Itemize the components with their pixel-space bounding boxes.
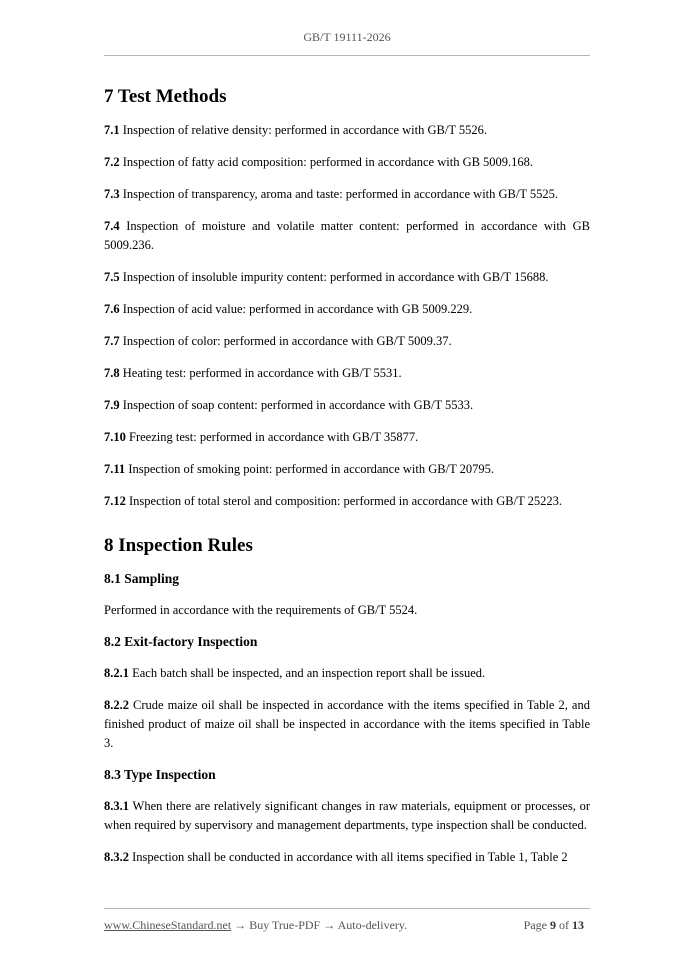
clause-number: 7.1 (104, 123, 120, 137)
section-heading-8: 8 Inspection Rules (104, 535, 253, 556)
page-of: of (556, 918, 572, 932)
clause-text: Inspection of relative density: performed in accordance with GB/T 5526. (119, 123, 487, 137)
clause-text: Inspection of total sterol and composition: performed in accordance with GB/T 25223. (125, 494, 562, 508)
section-heading-7: 7 Test Methods (104, 86, 227, 107)
running-header: GB/T 19111-2026 (303, 30, 391, 44)
clause-text: Inspection of moisture and volatile matter content: performed in accordance with GB 5009.236. (104, 219, 590, 252)
footer-divider (104, 908, 590, 909)
subsection-heading-8-1: 8.1 Sampling (104, 571, 180, 586)
clause-text: Inspection shall be conducted in accordance with all items specified in Table 1, Table 2 (129, 850, 568, 864)
page-content (104, 86, 590, 867)
clause-7-8 (104, 364, 590, 383)
clause-number: 7.2 (104, 155, 120, 169)
clause-7-10 (104, 428, 590, 447)
clause-number: 8.2.2 (104, 698, 129, 712)
clause-7-2 (104, 153, 590, 172)
subsection-heading-8-3: 8.3 Type Inspection (104, 767, 216, 782)
clause-text: Each batch shall be inspected, and an inspection report shall be issued. (129, 666, 486, 680)
clause-text: Inspection of soap content: performed in accordance with GB/T 5533. (119, 398, 474, 412)
clause-7-4 (104, 217, 590, 255)
clause-number: 8.3.2 (104, 850, 129, 864)
clause-number: 7.8 (104, 366, 120, 380)
clause-number: 7.12 (104, 494, 126, 508)
clause-text: Inspection of smoking point: performed in accordance with GB/T 20795. (125, 462, 494, 476)
page-total: 13 (572, 918, 584, 932)
clause-number: 7.3 (104, 187, 120, 201)
clause-number: 7.5 (104, 270, 120, 284)
page-current: 9 (550, 918, 556, 932)
clause-7-3 (104, 185, 590, 204)
arrow-icon: → (320, 918, 338, 932)
clause-number: 8.2.1 (104, 666, 129, 680)
clause-text: Inspection of acid value: performed in accordance with GB 5009.229. (119, 302, 473, 316)
clause-text: Inspection of fatty acid composition: performed in accordance with GB 5009.168. (119, 155, 534, 169)
page-label: Page (523, 918, 550, 932)
clause-number: 7.4 (104, 219, 120, 233)
clause-8-2-2 (104, 696, 590, 753)
clause-text: Crude maize oil shall be inspected in accordance with the items specified in Table 2, and finished product of maize oil shall be inspected in accordance with the items specified in Table 3. (104, 698, 590, 750)
clause-7-11 (104, 460, 590, 479)
clause-number: 8.3.1 (104, 799, 129, 813)
clause-8-3-1 (104, 797, 590, 835)
header-divider (104, 55, 590, 56)
clause-number: 7.6 (104, 302, 120, 316)
site-link[interactable]: www.ChineseStandard.net (104, 918, 232, 932)
clause-number: 7.7 (104, 334, 120, 348)
arrow-icon: → (231, 918, 250, 932)
paragraph-8-1: Performed in accordance with the requirements of GB/T 5524. (104, 603, 418, 617)
clause-text: Heating test: performed in accordance with GB/T 5531. (119, 366, 402, 380)
clause-text: When there are relatively significant changes in raw materials, equipment or processes, or when required by supervisory and management departments, type inspection shall be conducted. (104, 799, 590, 832)
auto-delivery-text: Auto-delivery. (337, 918, 408, 932)
clause-7-12 (104, 492, 590, 511)
buy-pdf-link[interactable]: Buy True-PDF (249, 918, 321, 932)
clause-8-2-1 (104, 664, 590, 683)
clause-7-9 (104, 396, 590, 415)
clause-text: Inspection of color: performed in accordance with GB/T 5009.37. (119, 334, 452, 348)
clause-number: 7.11 (104, 462, 126, 476)
clause-7-5 (104, 268, 590, 287)
page-number (524, 918, 584, 933)
page-footer (104, 918, 590, 933)
clause-7-7 (104, 332, 590, 351)
clause-number: 7.9 (104, 398, 120, 412)
clause-text: Inspection of transparency, aroma and taste: performed in accordance with GB/T 5525. (119, 187, 559, 201)
clause-number: 7.10 (104, 430, 126, 444)
clause-7-6 (104, 300, 590, 319)
clause-7-1 (104, 121, 590, 140)
clause-text: Freezing test: performed in accordance with GB/T 35877. (125, 430, 419, 444)
subsection-heading-8-2: 8.2 Exit-factory Inspection (104, 634, 258, 649)
clause-text: Inspection of insoluble impurity content: performed in accordance with GB/T 15688. (119, 270, 549, 284)
clause-8-3-2 (104, 848, 590, 867)
